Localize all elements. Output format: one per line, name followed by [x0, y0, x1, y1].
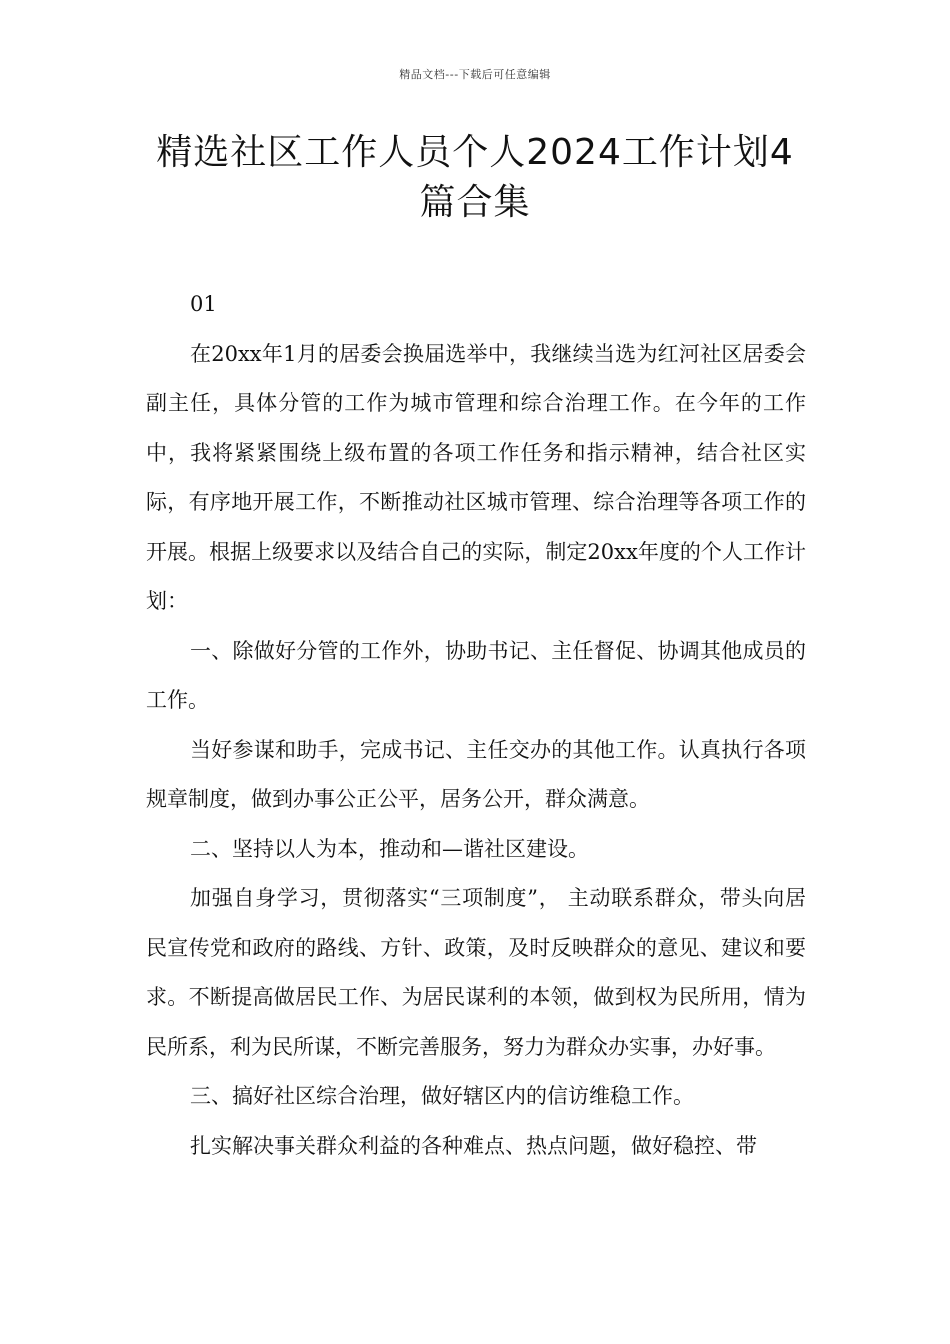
title-line-1: 精选社区工作人员个人2024工作计划4	[156, 132, 794, 173]
document-title	[130, 128, 820, 228]
title-line-2: 篇合集	[419, 182, 531, 223]
paragraph-heading-1: 一、除做好分管的工作外，协助书记、主任督促、协调其他成员的工作。	[146, 638, 806, 712]
paragraph: 扎实解决事关群众利益的各种难点、热点问题，做好稳控、带	[190, 1133, 757, 1158]
paragraph-intro: 在20xx年1月的居委会换届选举中，我继续当选为红河社区居委会副主任，具体分管的工作为城市管理和综合治理工作。在今年的工作中，我将紧紧围绕上级布置的各项工作任务和指示精神，结合社区实际，有序地开展工作，不断推动社区城市管理、综合治理等各项工作的开展。根据上级要求以及结合自己的实际，制定20xx年度的个人工作计划：	[146, 341, 806, 613]
paragraph: 加强自身学习，贯彻落实“三项制度”， 主动联系群众，带头向居民宣传党和政府的路线、方针、政策，及时反映群众的意见、建议和要求。不断提高做居民工作、为居民谋利的本领，做到权为民所用，情为民所系，利为民所谋，不断完善服务，努力为群众办实事，办好事。	[146, 886, 806, 1059]
paragraph-heading-3: 三、搞好社区综合治理，做好辖区内的信访维稳工作。	[190, 1084, 694, 1108]
paragraph-heading-2: 二、坚持以人为本，推动和—谐社区建设。	[190, 836, 589, 861]
document-body	[146, 280, 806, 1171]
paragraph: 当好参谋和助手，完成书记、主任交办的其他工作。认真执行各项规章制度，做到办事公正公平，居务公开，群众满意。	[146, 737, 806, 811]
section-number: 01	[190, 292, 217, 316]
header-note: 精品文档---下载后可任意编辑	[399, 68, 551, 81]
